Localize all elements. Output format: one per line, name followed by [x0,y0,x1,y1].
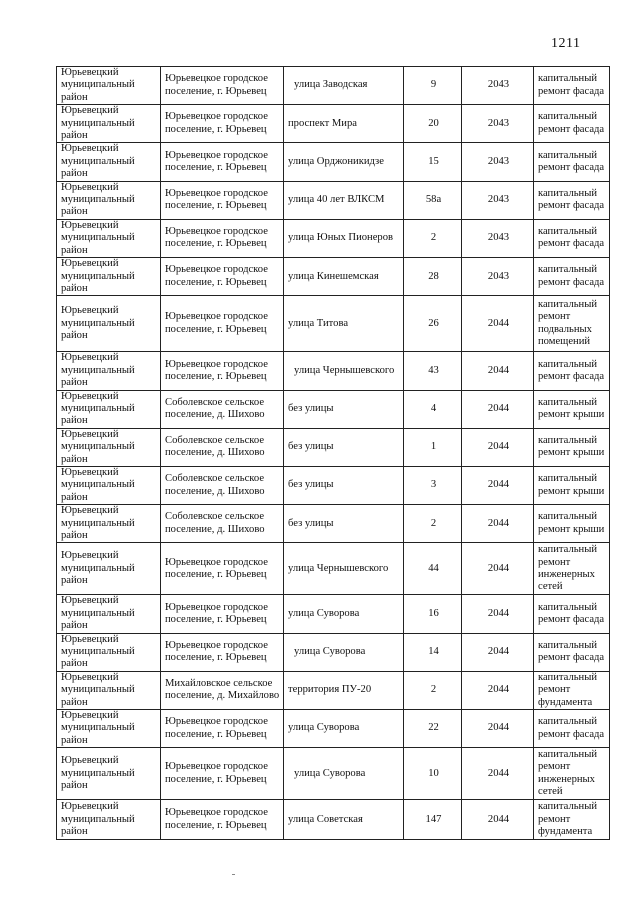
table-row [57,428,610,466]
year-cell: 2043 [462,219,534,257]
table-row [57,67,610,105]
house-number-cell: 26 [404,296,462,352]
work-type-cell: капитальный ремонт подвальных помещений [534,296,610,352]
work-type-cell: капитальный ремонт фасада [534,710,610,748]
house-number-cell: 2 [404,671,462,709]
house-number-cell: 28 [404,258,462,296]
district-cell: Юрьевецкий муниципальный район [57,505,161,543]
work-type-cell: капитальный ремонт крыши [534,428,610,466]
street-cell: улица Орджоникидзе [284,143,404,181]
street-cell: улица Титова [284,296,404,352]
work-type-cell: капитальный ремонт крыши [534,390,610,428]
table-row [57,296,610,352]
district-cell: Юрьевецкий муниципальный район [57,466,161,504]
district-cell: Юрьевецкий муниципальный район [57,748,161,800]
settlement-cell: Михайловское сельское поселение, д. Михайлово [161,671,284,709]
street-cell: без улицы [284,390,404,428]
street-cell: улица Суворова [284,710,404,748]
table-row [57,633,610,671]
scan-speck [232,874,235,875]
work-type-cell: капитальный ремонт фасада [534,105,610,143]
year-cell: 2044 [462,710,534,748]
settlement-cell: Юрьевецкое городское поселение, г. Юрьевец [161,595,284,633]
settlement-cell: Соболевское сельское поселение, д. Шихово [161,466,284,504]
settlement-cell: Юрьевецкое городское поселение, г. Юрьевец [161,258,284,296]
table-row [57,710,610,748]
table-row [57,543,610,595]
year-cell: 2044 [462,633,534,671]
district-cell: Юрьевецкий муниципальный район [57,633,161,671]
street-cell: улица Юных Пионеров [284,219,404,257]
house-number-cell: 2 [404,505,462,543]
district-cell: Юрьевецкий муниципальный район [57,105,161,143]
street-cell: улица Суворова [284,633,404,671]
work-type-cell: капитальный ремонт фундамента [534,800,610,840]
year-cell: 2043 [462,181,534,219]
settlement-cell: Юрьевецкое городское поселение, г. Юрьевец [161,181,284,219]
street-cell: улица Кинешемская [284,258,404,296]
street-cell: без улицы [284,505,404,543]
settlement-cell: Юрьевецкое городское поселение, г. Юрьевец [161,219,284,257]
table-row [57,143,610,181]
street-cell: улица Советская [284,800,404,840]
work-type-cell: капитальный ремонт фасада [534,67,610,105]
house-number-cell: 43 [404,352,462,390]
settlement-cell: Юрьевецкое городское поселение, г. Юрьевец [161,543,284,595]
district-cell: Юрьевецкий муниципальный район [57,710,161,748]
settlement-cell: Юрьевецкое городское поселение, г. Юрьевец [161,352,284,390]
table-row [57,181,610,219]
work-type-cell: капитальный ремонт инженерных сетей [534,748,610,800]
street-cell: улица Суворова [284,595,404,633]
settlement-cell: Соболевское сельское поселение, д. Шихово [161,390,284,428]
street-cell: улица Чернышевского [284,543,404,595]
table-row [57,800,610,840]
page-number: 1211 [551,36,581,51]
district-cell: Юрьевецкий муниципальный район [57,390,161,428]
table-row [57,258,610,296]
work-type-cell: капитальный ремонт фасада [534,595,610,633]
district-cell: Юрьевецкий муниципальный район [57,143,161,181]
street-cell: улица Заводская [284,67,404,105]
house-number-cell: 3 [404,466,462,504]
street-cell: без улицы [284,428,404,466]
year-cell: 2044 [462,466,534,504]
house-number-cell: 16 [404,595,462,633]
table-row [57,219,610,257]
house-number-cell: 20 [404,105,462,143]
street-cell: территория ПУ-20 [284,671,404,709]
year-cell: 2044 [462,748,534,800]
year-cell: 2043 [462,258,534,296]
district-cell: Юрьевецкий муниципальный район [57,181,161,219]
district-cell: Юрьевецкий муниципальный район [57,67,161,105]
district-cell: Юрьевецкий муниципальный район [57,595,161,633]
settlement-cell: Соболевское сельское поселение, д. Шихово [161,505,284,543]
house-number-cell: 15 [404,143,462,181]
house-number-cell: 2 [404,219,462,257]
settlement-cell: Соболевское сельское поселение, д. Шихово [161,428,284,466]
district-cell: Юрьевецкий муниципальный район [57,671,161,709]
street-cell: улица Чернышевского [284,352,404,390]
house-number-cell: 14 [404,633,462,671]
year-cell: 2044 [462,296,534,352]
work-type-cell: капитальный ремонт фасада [534,143,610,181]
settlement-cell: Юрьевецкое городское поселение, г. Юрьевец [161,748,284,800]
district-cell: Юрьевецкий муниципальный район [57,219,161,257]
table-row [57,748,610,800]
work-type-cell: капитальный ремонт фасада [534,181,610,219]
settlement-cell: Юрьевецкое городское поселение, г. Юрьевец [161,633,284,671]
table-row [57,466,610,504]
housing-repair-table [56,66,610,840]
year-cell: 2044 [462,800,534,840]
work-type-cell: капитальный ремонт крыши [534,466,610,504]
house-number-cell: 9 [404,67,462,105]
year-cell: 2043 [462,105,534,143]
year-cell: 2044 [462,543,534,595]
house-number-cell: 1 [404,428,462,466]
settlement-cell: Юрьевецкое городское поселение, г. Юрьевец [161,296,284,352]
house-number-cell: 10 [404,748,462,800]
street-cell: проспект Мира [284,105,404,143]
district-cell: Юрьевецкий муниципальный район [57,258,161,296]
year-cell: 2044 [462,352,534,390]
work-type-cell: капитальный ремонт фундамента [534,671,610,709]
year-cell: 2044 [462,428,534,466]
house-number-cell: 4 [404,390,462,428]
settlement-cell: Юрьевецкое городское поселение, г. Юрьевец [161,800,284,840]
district-cell: Юрьевецкий муниципальный район [57,428,161,466]
table-row [57,390,610,428]
street-cell: улица 40 лет ВЛКСМ [284,181,404,219]
table-row [57,595,610,633]
work-type-cell: капитальный ремонт фасада [534,219,610,257]
settlement-cell: Юрьевецкое городское поселение, г. Юрьевец [161,143,284,181]
year-cell: 2044 [462,390,534,428]
work-type-cell: капитальный ремонт крыши [534,505,610,543]
district-cell: Юрьевецкий муниципальный район [57,352,161,390]
table-row [57,505,610,543]
year-cell: 2043 [462,67,534,105]
house-number-cell: 44 [404,543,462,595]
work-type-cell: капитальный ремонт фасада [534,633,610,671]
year-cell: 2044 [462,671,534,709]
house-number-cell: 22 [404,710,462,748]
table-row [57,352,610,390]
work-type-cell: капитальный ремонт фасада [534,258,610,296]
work-type-cell: капитальный ремонт инженерных сетей [534,543,610,595]
house-number-cell: 147 [404,800,462,840]
table-row [57,671,610,709]
street-cell: улица Суворова [284,748,404,800]
settlement-cell: Юрьевецкое городское поселение, г. Юрьевец [161,67,284,105]
table-row [57,105,610,143]
street-cell: без улицы [284,466,404,504]
settlement-cell: Юрьевецкое городское поселение, г. Юрьевец [161,105,284,143]
year-cell: 2044 [462,595,534,633]
district-cell: Юрьевецкий муниципальный район [57,543,161,595]
district-cell: Юрьевецкий муниципальный район [57,800,161,840]
settlement-cell: Юрьевецкое городское поселение, г. Юрьевец [161,710,284,748]
work-type-cell: капитальный ремонт фасада [534,352,610,390]
year-cell: 2044 [462,505,534,543]
district-cell: Юрьевецкий муниципальный район [57,296,161,352]
house-number-cell: 58а [404,181,462,219]
year-cell: 2043 [462,143,534,181]
